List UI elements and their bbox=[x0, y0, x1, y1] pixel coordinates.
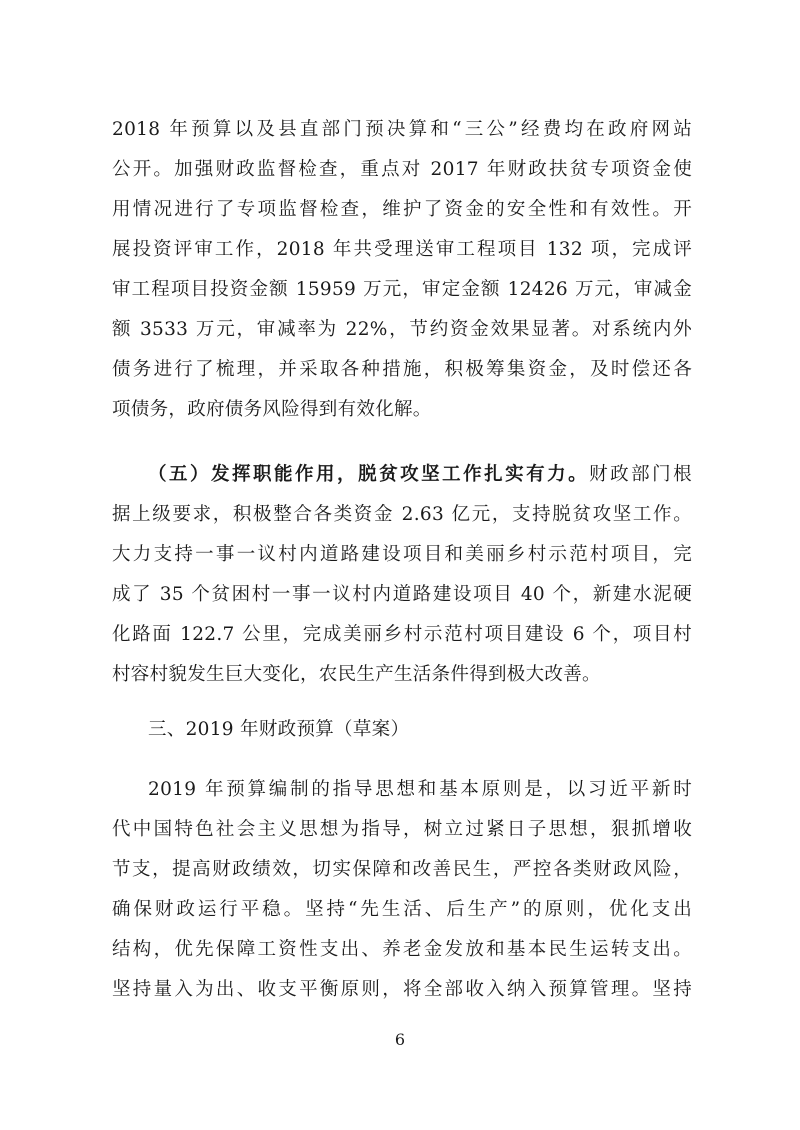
body-text-line: 化路面 122.7 公里，完成美丽乡村示范村项目建设 6 个，项目村 bbox=[112, 624, 692, 645]
body-text-line: 确保财政运行平稳。坚持“先生活、后生产”的原则，优化支出 bbox=[112, 899, 692, 920]
body-text-line: 结构，优先保障工资性支出、养老金发放和基本民生运转支出。 bbox=[112, 939, 692, 960]
body-text-line: 代中国特色社会主义思想为指导，树立过紧日子思想，狠抓增收 bbox=[112, 819, 692, 840]
body-text-line: 展投资评审工作，2018 年共受理送审工程项目 132 项，完成评 bbox=[112, 239, 692, 260]
body-text-line: 审工程项目投资金额 15959 万元，审定金额 12426 万元，审减金 bbox=[112, 279, 692, 300]
subsection-heading: （五）发挥职能作用，脱贫攻坚工作扎实有力。 bbox=[148, 464, 590, 485]
body-text-line: 据上级要求，积极整合各类资金 2.63 亿元，支持脱贫攻坚工作。 bbox=[112, 504, 692, 525]
body-text-line: 坚持量入为出、收支平衡原则，将全部收入纳入预算管理。坚持 bbox=[112, 979, 692, 1000]
section-heading: 三、2019 年财政预算（草案） bbox=[148, 719, 410, 740]
body-text-line: 大力支持一事一议村内道路建设项目和美丽乡村示范村项目，完 bbox=[112, 544, 692, 565]
subsection-first-line bbox=[148, 455, 692, 495]
body-text-line: 公开。加强财政监督检查，重点对 2017 年财政扶贫专项资金使 bbox=[112, 159, 692, 180]
body-text-line: 额 3533 万元，审减率为 22%，节约资金效果显著。对系统内外 bbox=[112, 319, 692, 340]
body-text-line: 2019 年预算编制的指导思想和基本原则是，以习近平新时 bbox=[148, 779, 692, 800]
page-number: 6 bbox=[394, 1030, 406, 1049]
body-text-line: 村容村貌发生巨大变化，农民生产生活条件得到极大改善。 bbox=[112, 664, 601, 685]
body-text-line: 债务进行了梳理，并采取各种措施，积极筹集资金，及时偿还各 bbox=[112, 359, 692, 380]
body-text-line: 节支，提高财政绩效，切实保障和改善民生，严控各类财政风险， bbox=[112, 859, 692, 880]
body-text-line: 用情况进行了专项监督检查，维护了资金的安全性和有效性。开 bbox=[112, 199, 692, 220]
body-text: 财政部门根 bbox=[589, 464, 692, 485]
body-text-line: 2018 年预算以及县直部门预决算和“三公”经费均在政府网站 bbox=[112, 119, 692, 140]
body-text-line: 项债务，政府债务风险得到有效化解。 bbox=[112, 399, 432, 420]
body-text-line: 成了 35 个贫困村一事一议村内道路建设项目 40 个，新建水泥硬 bbox=[112, 584, 692, 605]
